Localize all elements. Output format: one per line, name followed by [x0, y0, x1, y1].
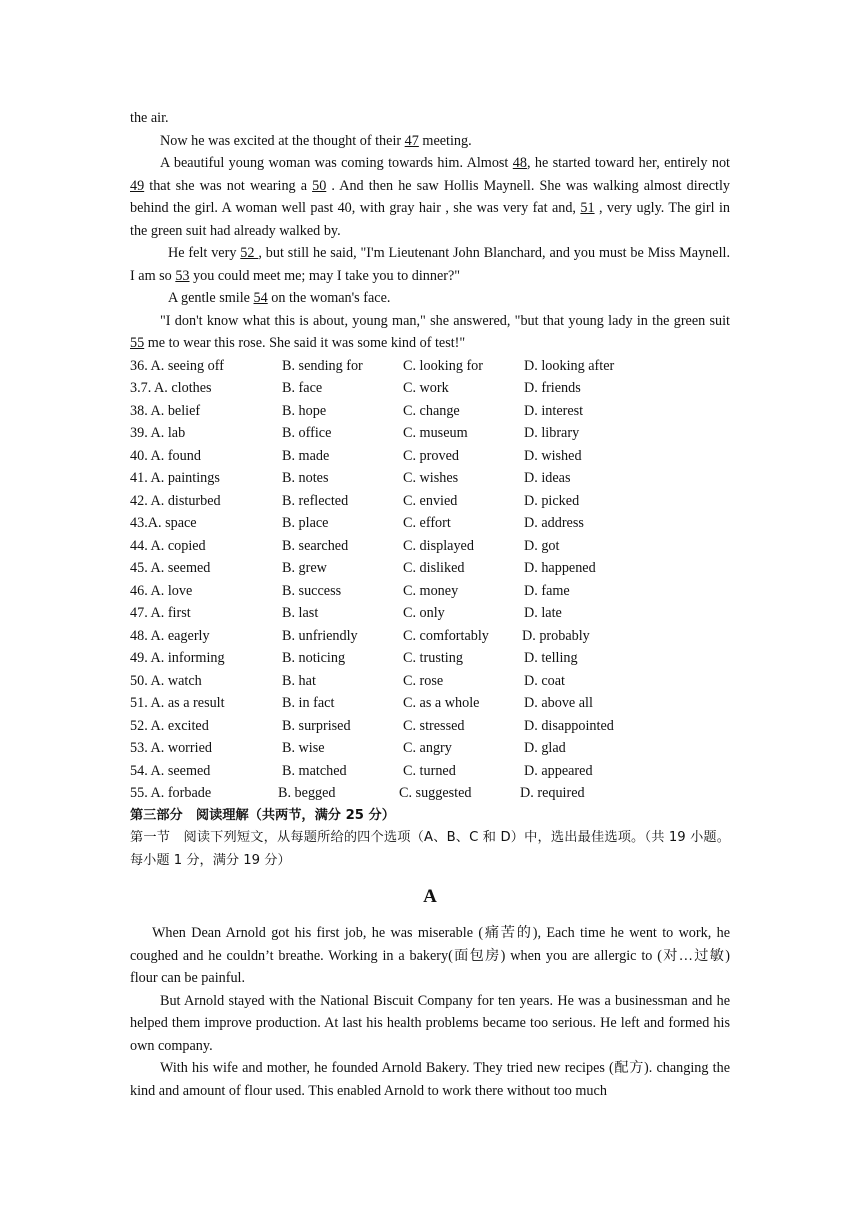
option-row: 43.A. space B. place C. effort D. address: [130, 515, 584, 531]
option-row: 41. A. paintings B. notes C. wishes D. ideas: [130, 470, 571, 486]
paragraph: A gentle smile 54 on the woman's face.: [168, 290, 391, 306]
option-row: 38. A. belief B. hope C. change D. interest: [130, 402, 584, 419]
blank-52: 52: [240, 245, 259, 261]
option-row: 55. A. forbade B. begged C. suggested D. required: [130, 785, 585, 801]
paragraph: He felt very 52 , but still he said, "I'm Lieutenant John Blanchard, and you must be Miss Maynell. I am so 53 you could meet me; may I take you to dinner?": [130, 245, 731, 284]
blank-53: 53: [175, 267, 190, 284]
blank-55: 55: [130, 335, 145, 351]
option-row: 47. A. first B. last C. only D. late: [130, 605, 562, 621]
blank-48: 48: [512, 155, 527, 171]
document-page: [130, 107, 730, 1102]
option-row: 44. A. copied B. searched C. displayed D. got: [130, 537, 560, 554]
section-title: 第三部分 阅读理解（共两节，满分 25 分）: [130, 807, 395, 823]
option-row: 50. A. watch B. hat C. rose D. coat: [130, 672, 565, 689]
option-row: 40. A. found B. made C. proved D. wished: [130, 447, 582, 464]
option-row: 53. A. worried B. wise C. angry D. glad: [130, 740, 566, 756]
paragraph: "I don't know what this is about, young man," she answered, "but that young lady in the green suit 55 me to wear this rose. She said it was some kind of test!": [130, 312, 730, 351]
passage-heading: A: [423, 886, 437, 907]
paragraph: A beautiful young woman was coming towards him. Almost 48, he started toward her, entirely not 49 that she was not wearing a 50 . And then he saw Hollis Maynell. She was walking almost directly behind the girl. A woman well past 40, with gray hair , she was very fat and, 51 , very ugly. The girl in the green suit had already walked by.: [130, 155, 730, 239]
paragraph: the air.: [130, 110, 169, 126]
blank-50: 50: [312, 177, 327, 194]
paragraph: But Arnold stayed with the National Biscuit Company for ten years. He was a businessman and he helped them improve production. At last his health problems became too serious. He left and formed his own company.: [130, 992, 730, 1054]
blank-47: 47: [404, 132, 419, 149]
blank-54: 54: [253, 290, 268, 306]
paragraph: With his wife and mother, he founded Arnold Bakery. They tried new recipes (配方). changing the kind and amount of flour used. This enabled Arnold to work there without too much: [130, 1060, 730, 1099]
option-row: 36. A. seeing off B. sending for C. looking for D. looking after: [130, 357, 615, 374]
option-row: 46. A. love B. success C. money D. fame: [130, 582, 570, 599]
option-row: 39. A. lab B. office C. museum D. library: [130, 425, 580, 441]
options-list: [130, 355, 730, 805]
option-row: 45. A. seemed B. grew C. disliked D. happened: [130, 560, 596, 576]
section-instruction: 第一节 阅读下列短文，从每题所给的四个选项（A、B、C 和 D）中，选出最佳选项。（共 19 小题。每小题 1 分，满分 19 分）: [130, 830, 730, 868]
option-row: 49. A. informing B. noticing C. trusting D. telling: [130, 650, 578, 666]
option-row: 42. A. disturbed B. reflected C. envied D. picked: [130, 492, 580, 509]
option-row: 48. A. eagerly B. unfriendly C. comfortably D. probably: [130, 627, 590, 644]
option-row: 52. A. excited B. surprised C. stressed D. disappointed: [130, 717, 614, 734]
blank-49: 49: [130, 177, 145, 194]
option-row: 51. A. as a result B. in fact C. as a whole D. above all: [130, 695, 593, 711]
paragraph: Now he was excited at the thought of their 47 meeting.: [160, 132, 472, 149]
option-row: 3.7. A. clothes B. face C. work D. friends: [130, 380, 581, 396]
blank-51: 51: [580, 200, 595, 216]
option-row: 54. A. seemed B. matched C. turned D. appeared: [130, 762, 593, 779]
paragraph: When Dean Arnold got his first job, he was miserable (痛苦的), Each time he went to work, he coughed and he couldn’t breathe. Working in a bakery(面包房) when you are allergic to (对…过敏) flour can be painful.: [130, 925, 730, 986]
